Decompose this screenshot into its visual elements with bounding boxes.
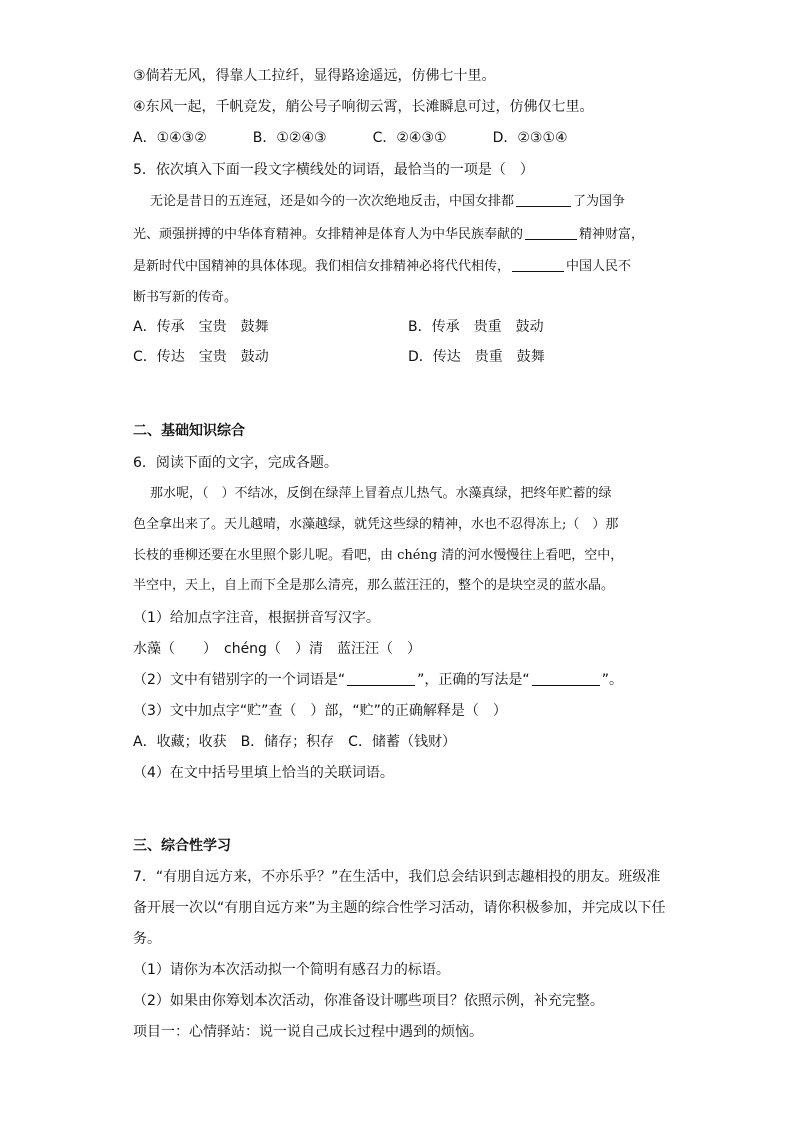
q5-blank-3	[512, 257, 564, 272]
q4-option-d: D．②③①④	[492, 130, 568, 146]
q6-passage-line-1: 那水呢，（ ）不结冰，反倒在绿萍上冒着点儿热气。水藻真绿，把终年贮蓄的绿	[150, 486, 612, 501]
q5-blank-1	[516, 192, 571, 207]
q4-option-c: C．②④③①	[372, 130, 447, 146]
q5-passage-line-2: 光、顽强拼搏的中华体育精神。女排精神是体育人为中华民族奉献的 精神财富，	[133, 227, 645, 242]
q5-passage-line-1: 无论是昔日的五连冠，还是如今的一次次绝地反击，中国女排都 了为国争	[150, 194, 626, 209]
q7-project-1: 项目一：心情驿站：说一说自己成长过程中遇到的烦恼。	[133, 1024, 483, 1040]
q6-stem: 6．阅读下面的文字，完成各题。	[133, 455, 338, 471]
section-3-heading: 三、综合性学习	[133, 838, 231, 854]
q4-item-4: ④东风一起，千帆竞发，艄公号子响彻云霄，长滩瞬息可过，仿佛仅七里。	[133, 99, 594, 115]
q6-sub-3-options: A．收藏；收获 B．储存；积存 C．储蓄（钱财）	[133, 734, 456, 750]
q6-sub-4: （4）在文中括号里填上恰当的关联词语。	[133, 765, 394, 781]
q7-stem-line-1: 7．“有朋自远方来，不亦乐乎？”在生活中，我们总会结识到志趣相投的朋友。班级准	[133, 869, 661, 885]
q5-option-c: C．传达 宝贵 鼓动	[133, 349, 269, 365]
q6-passage-line-2: 色全拿出来了。天儿越晴，水藻越绿，就凭这些绿的精神，水也不忍得冻上;（ ）那	[133, 517, 619, 532]
q6-sub-1: （1）给加点字注音，根据拼音写汉字。	[133, 610, 380, 626]
q6-sub-2: （2）文中有错别字的一个词语是“ ”，正确的写法是“ ”。	[133, 672, 623, 688]
q4-item-3: ③倘若无风，得靠人工拉纤，显得路途遥远，仿佛七十里。	[133, 68, 496, 84]
section-2-heading: 二、基础知识综合	[133, 423, 245, 439]
q7-stem-line-2: 备开展一次以“有朋自远方来”为主题的综合性学习活动，请你积极参加，并完成以下任	[133, 900, 666, 916]
q6-sub-1-answer-line: 水藻（ ） chéng（ ）清 蓝汪汪（ ）	[133, 641, 421, 657]
q6-passage-line-4: 半空中，天上，自上而下全是那么清亮，那么蓝汪汪的，整个的是块空灵的蓝水晶。	[133, 578, 615, 593]
q5-blank-2	[525, 225, 577, 240]
q5-option-d: D．传达 贵重 鼓舞	[408, 349, 545, 365]
q4-options	[133, 128, 568, 148]
q5-stem: 5．依次填入下面一段文字横线处的词语，最恰当的一项是（ ）	[133, 162, 534, 178]
q7-sub-1: （1）请你为本次活动拟一个简明有感召力的标语。	[133, 962, 450, 978]
q4-option-b: B．①②④③	[252, 130, 327, 146]
q6-blank-correct-word	[532, 671, 600, 686]
q7-sub-2: （2）如果由你筹划本次活动，你准备设计哪些项目？依照示例，补充完整。	[133, 993, 604, 1009]
q5-passage-line-4: 断书写新的传奇。	[133, 290, 238, 305]
q5-passage-line-3: 是新时代中国精神的具体体现。我们相信女排精神必将代代相传， 中国人民不	[133, 259, 632, 274]
q6-blank-wrong-word	[347, 671, 415, 686]
q7-stem-line-3: 务。	[133, 931, 161, 947]
q6-passage-line-3: 长枝的垂柳还要在水里照个影儿呢。看吧，由 chéng 清的河水慢慢往上看吧，空中，	[133, 548, 624, 563]
q5-option-b: B．传承 贵重 鼓动	[408, 319, 544, 335]
q6-sub-3: （3）文中加点字“贮”查（ ）部，“贮”的正确解释是（ ）	[133, 703, 507, 719]
q4-option-a: A．①④③②	[133, 130, 207, 146]
q5-option-a: A．传承 宝贵 鼓舞	[133, 319, 269, 335]
